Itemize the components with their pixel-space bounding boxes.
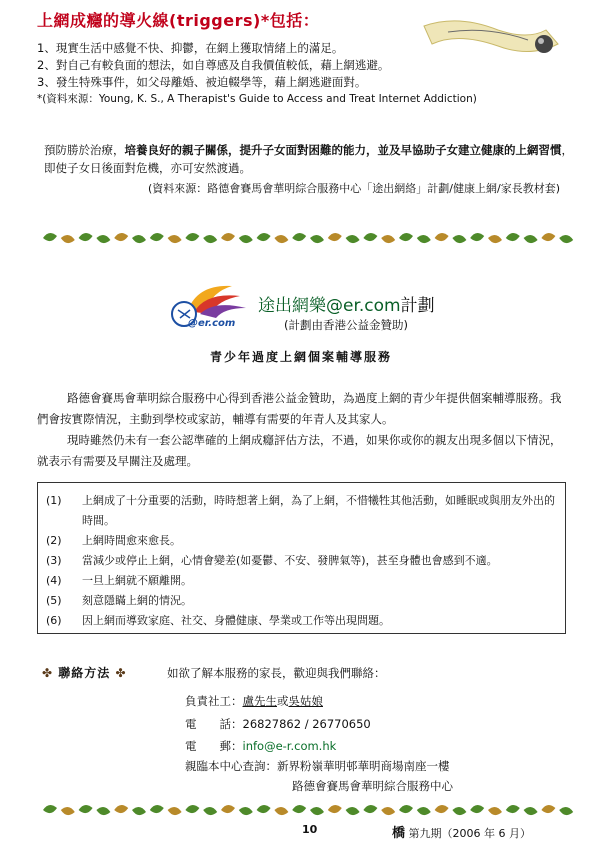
sign-item	[46, 591, 557, 611]
email-label: 電 郵：	[185, 739, 243, 753]
prevention-source: (資料來源：路德會賽馬會華明綜合服務中心「途出網絡」計劃/健康上網/家長教材套)	[148, 182, 560, 195]
sign-text: 一旦上網就不願離開。	[82, 574, 192, 587]
phone-label: 電 話：	[185, 717, 243, 731]
leaf-icon	[132, 235, 146, 243]
leaf-icon	[203, 235, 217, 243]
leaf-icon	[221, 805, 235, 813]
leaf-icon	[185, 805, 199, 813]
issue-name: 橋	[392, 826, 406, 841]
leaf-icon	[488, 235, 502, 243]
leaf-icon	[524, 807, 538, 815]
prevention-text-end: ，即使子女日後面對危機，亦可安然渡過。	[44, 143, 573, 175]
leaf-icon	[346, 807, 360, 815]
leaf-icon	[96, 807, 110, 815]
leaf-icon	[328, 233, 342, 241]
prevention-text: 預防勝於治療，	[44, 143, 125, 157]
leaf-icon	[506, 805, 520, 813]
page-number: 10	[302, 823, 318, 836]
intro-text	[37, 388, 567, 472]
sign-number: (1)	[46, 494, 62, 507]
leaf-border-graphic	[35, 227, 575, 249]
leaf-icon	[346, 235, 360, 243]
phone-number: 26827862 / 26770650	[242, 717, 371, 731]
leaf-border-graphic	[35, 799, 575, 821]
sign-number: (5)	[46, 594, 62, 607]
sign-text: 當減少或停止上網，心情會變差(如憂鬱、不安、發脾氣等)，甚至身體也會感到不適。	[82, 554, 498, 567]
sign-text: 因上網而導致家庭、社交、身體健康、學業或工作等出現問題。	[82, 614, 390, 627]
leaf-icon	[417, 235, 431, 243]
leaf-icon	[363, 233, 377, 241]
leaf-icon	[417, 807, 431, 815]
signs-list	[38, 483, 565, 631]
leaf-icon	[292, 805, 306, 813]
leaf-icon	[61, 807, 75, 815]
leaf-icon	[470, 233, 484, 241]
leaf-icon	[150, 233, 164, 241]
leaf-icon	[559, 807, 573, 815]
leaf-icon	[132, 807, 146, 815]
leaf-icon	[559, 235, 573, 243]
triggers-list	[37, 40, 477, 108]
sign-number: (3)	[46, 554, 62, 567]
program-logo	[170, 280, 252, 332]
leaf-icon	[274, 807, 288, 815]
leaf-icon	[239, 235, 253, 243]
leaf-border-top	[35, 227, 575, 249]
worker-name-2: 吳姑娘	[288, 694, 323, 708]
leaf-icon	[310, 235, 324, 243]
worker-label: 負責社工：	[185, 694, 243, 708]
address-line-2: 路德會賽馬會華明綜合服務中心	[292, 779, 453, 793]
leaf-icon	[114, 233, 128, 241]
flourish-right-icon: ✤	[115, 666, 127, 680]
leaf-icon	[257, 805, 271, 813]
leaf-icon	[185, 233, 199, 241]
service-title: 青少年過度上網個案輔導服務	[210, 350, 393, 364]
leaf-icon	[381, 235, 395, 243]
leaf-icon	[239, 807, 253, 815]
decorative-image	[418, 4, 568, 66]
logo-text: @er.com	[188, 318, 236, 329]
contact-visit	[185, 758, 450, 774]
program-sponsor: (計劃由香港公益金贊助)	[284, 318, 408, 332]
sign-number: (4)	[46, 574, 62, 587]
leaf-icon	[221, 233, 235, 241]
address-line-1: 新界粉嶺華明邨華明商場南座一樓	[277, 759, 450, 773]
leaf-icon	[114, 805, 128, 813]
leaf-border-bottom	[35, 799, 575, 821]
leaf-icon	[435, 233, 449, 241]
sign-item	[46, 551, 557, 571]
leaf-icon	[150, 805, 164, 813]
prevention-paragraph	[44, 141, 574, 177]
visit-label: 親臨本中心查詢：	[185, 759, 277, 773]
worker-separator: 或	[277, 694, 289, 708]
leaf-icon	[328, 805, 342, 813]
program-title-green: 途出網樂@er.com	[258, 296, 401, 316]
contact-email	[185, 738, 336, 754]
sign-item	[46, 491, 557, 531]
leaf-icon	[399, 805, 413, 813]
triggers-source: *(資料來源：Young, K. S., A Therapist's Guide to Access and Treat Internet Addiction)	[37, 93, 477, 105]
sign-item	[46, 531, 557, 551]
signs-box	[37, 482, 566, 634]
leaf-icon	[168, 807, 182, 815]
mouse-ball-illustration	[418, 4, 568, 66]
sign-number: (2)	[46, 534, 62, 547]
leaf-icon	[257, 233, 271, 241]
issue-date: 第九期（2006 年 6 月）	[408, 827, 531, 840]
leaf-icon	[61, 235, 75, 243]
leaf-icon	[292, 233, 306, 241]
program-title-suffix: 計劃	[400, 296, 435, 316]
contact-heading-text: 聯絡方法	[58, 666, 111, 680]
triggers-title: 上網成癮的導火線(triggers)*包括：	[37, 11, 320, 30]
leaf-icon	[470, 805, 484, 813]
leaf-icon	[79, 805, 93, 813]
contact-heading	[42, 664, 127, 681]
leaf-icon	[399, 233, 413, 241]
leaf-icon	[274, 235, 288, 243]
intro-paragraph-1: 路德會賽馬會華明綜合服務中心得到香港公益金贊助，為過度上網的青少年提供個案輔導服務。我們會按實際情況，主動到學校或家訪，輔導有需要的年青人及其家人。	[37, 391, 562, 426]
trigger-item: 1、現實生活中感覺不快、抑鬱，在網上獲取情緒上的滿足。	[37, 41, 344, 55]
leaf-icon	[381, 807, 395, 815]
leaf-icon	[43, 805, 57, 813]
worker-name-1: 盧先生	[242, 694, 277, 708]
intro-paragraph-2: 現時雖然仍未有一套公認準確的上網成癮評估方法，不過，如果你或你的親友出現多個以下情況，就表示有需要及早關注及處理。	[37, 433, 562, 468]
leaf-icon	[435, 805, 449, 813]
issue-info	[392, 822, 531, 841]
sign-text: 上網成了十分重要的活動，時時想著上網，為了上網，不惜犧牲其他活動，如睡眠或與朋友外出的時間。	[82, 494, 555, 527]
leaf-icon	[43, 233, 57, 241]
program-title	[258, 291, 435, 316]
trigger-item: 2、對自己有較負面的想法，如自尊感及自我價值較低，藉上網逃避。	[37, 58, 390, 72]
leaf-icon	[363, 805, 377, 813]
leaf-icon	[168, 235, 182, 243]
contact-intro: 如欲了解本服務的家長，歡迎與我們聯絡：	[167, 666, 386, 680]
flourish-left-icon: ✤	[42, 666, 54, 680]
sign-number: (6)	[46, 614, 62, 627]
sign-text: 上網時間愈來愈長。	[82, 534, 181, 547]
leaf-icon	[541, 233, 555, 241]
leaf-icon	[96, 235, 110, 243]
leaf-icon	[452, 807, 466, 815]
sign-item	[46, 571, 557, 591]
leaf-icon	[79, 233, 93, 241]
leaf-icon	[203, 807, 217, 815]
leaf-icon	[488, 807, 502, 815]
leaf-icon	[452, 235, 466, 243]
contact-phone	[185, 716, 371, 732]
leaf-icon	[541, 805, 555, 813]
sign-item	[46, 611, 557, 631]
contact-worker	[185, 693, 323, 709]
sign-text: 刻意隱瞞上網的情況。	[82, 594, 192, 607]
email-link[interactable]: info@e-r.com.hk	[242, 739, 337, 753]
leaf-icon	[310, 807, 324, 815]
leaf-icon	[506, 233, 520, 241]
prevention-emphasis: 培養良好的親子關係，提升子女面對困難的能力，並及早協助子女建立健康的上網習慣	[124, 143, 562, 157]
leaf-icon	[524, 235, 538, 243]
trigger-item: 3、發生特殊事件，如父母離婚、被迫輟學等，藉上網逃避面對。	[37, 75, 367, 89]
